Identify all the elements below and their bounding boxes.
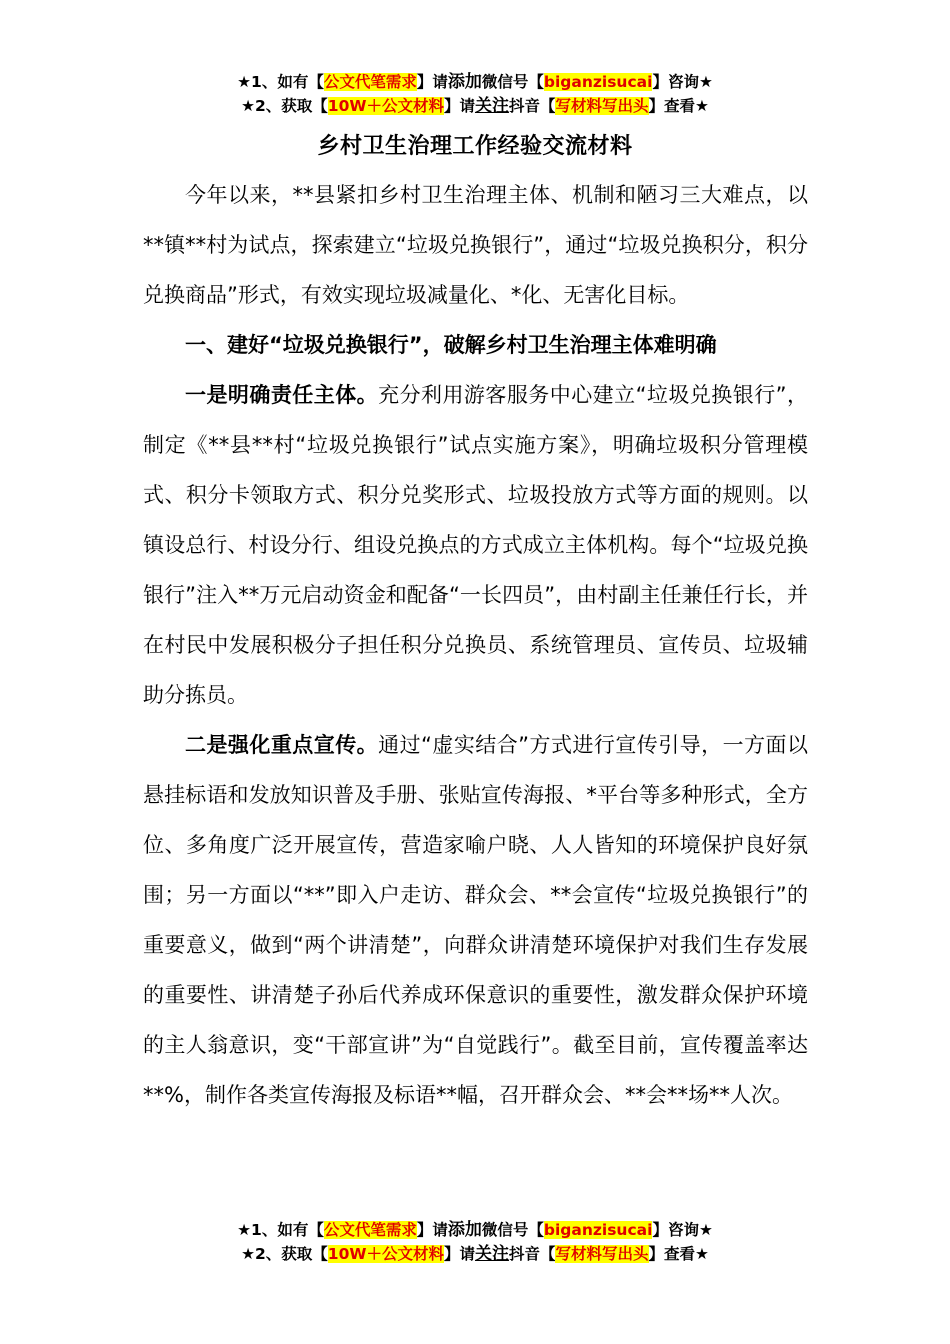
banner-emphasis: 添加 [447, 1220, 482, 1240]
banner-line-2 [0, 1242, 950, 1266]
paragraph-publicity [143, 720, 808, 1120]
banner-emphasis: 添加 [447, 72, 482, 92]
banner-text: ★1、如有【 [237, 1221, 324, 1239]
banner-text: 】查看★ [648, 1245, 709, 1263]
banner-text: 】查看★ [648, 97, 709, 115]
banner-emphasis: 关注 [474, 1244, 509, 1264]
banner-text: 】咨询★ [652, 73, 713, 91]
banner-line-1 [0, 1218, 950, 1242]
banner-text: 微信号【 [481, 73, 544, 91]
banner-emphasis: 关注 [474, 96, 509, 116]
banner-text: 】请 [443, 1245, 475, 1263]
banner-highlight: 10W＋公文材料 [327, 97, 444, 115]
document-title: 乡村卫生治理工作经验交流材料 [317, 134, 633, 159]
banner-text: 】咨询★ [652, 1221, 713, 1239]
banner-highlight: 10W＋公文材料 [327, 1245, 444, 1263]
banner-text: 微信号【 [481, 1221, 544, 1239]
banner-douyin-id: 写材料写出头 [555, 1245, 649, 1263]
banner-douyin-id: 写材料写出头 [555, 97, 649, 115]
banner-text: ★2、获取【 [241, 97, 328, 115]
banner-text: 抖音【 [508, 1245, 556, 1263]
paragraph-lead: 二是强化重点宣传。 [185, 733, 379, 757]
paragraph-lead: 一是明确责任主体。 [185, 383, 379, 407]
paragraph-text: 通过“虚实结合”方式进行宣传引导，一方面以悬挂标语和发放知识普及手册、张贴宣传海报、*平台等多种形式，全方位、多角度广泛开展宣传，营造家喻户晓、人人皆知的环境保护良好氛围；另一方面以“**”即入户走访、群众会、**会宣传“垃圾兑换银行”的重要意义，做到“两个讲清楚”，向群众讲清楚环境保护对我们生存发展的重要性、讲清楚子孙后代养成环保意识的重要性，激发群众保护环境的主人翁意识，变“干部宣讲”为“自觉践行”。截至目前，宣传覆盖率达**%，制作各类宣传海报及标语**幅，召开群众会、**会**场**人次。 [143, 733, 808, 1107]
banner-text: ★2、获取【 [241, 1245, 328, 1263]
intro-paragraph: 今年以来，**县紧扣乡村卫生治理主体、机制和陋习三大难点，以**镇**村为试点，探索建立“垃圾兑换银行”，通过“垃圾兑换积分，积分兑换商品”形式，有效实现垃圾减量化、*化、无害化目标。 [143, 183, 808, 307]
banner-text: ★1、如有【 [237, 73, 324, 91]
paragraph-text: 充分利用游客服务中心建立“垃圾兑换银行”，制定《**县**村“垃圾兑换银行”试点实施方案》，明确垃圾积分管理模式、积分卡领取方式、积分兑奖形式、垃圾投放方式等方面的规则。以镇设总行、村设分行、组设兑换点的方式成立主体机构。每个“垃圾兑换银行”注入**万元启动资金和配备“一长四员”，由村副主任兼任行长，并在村民中发展积极分子担任积分兑换员、系统管理员、宣传员、垃圾辅助分拣员。 [143, 383, 808, 707]
document-body [143, 170, 808, 1120]
banner-line-1 [0, 70, 950, 94]
paragraph-responsibility [143, 370, 808, 720]
banner-highlight: 公文代笔需求 [323, 73, 417, 91]
banner-line-2 [0, 94, 950, 118]
banner-text: 】请 [416, 1221, 448, 1239]
section-heading: 一、建好“垃圾兑换银行”，破解乡村卫生治理主体难明确 [185, 333, 717, 357]
banner-wechat-id: biganzisucai [543, 73, 653, 91]
banner-text: 抖音【 [508, 97, 556, 115]
banner-wechat-id: biganzisucai [543, 1221, 653, 1239]
banner-text: 】请 [443, 97, 475, 115]
banner-text: 】请 [416, 73, 448, 91]
bottom-banner [0, 1218, 950, 1266]
banner-highlight: 公文代笔需求 [323, 1221, 417, 1239]
top-banner [0, 70, 950, 118]
